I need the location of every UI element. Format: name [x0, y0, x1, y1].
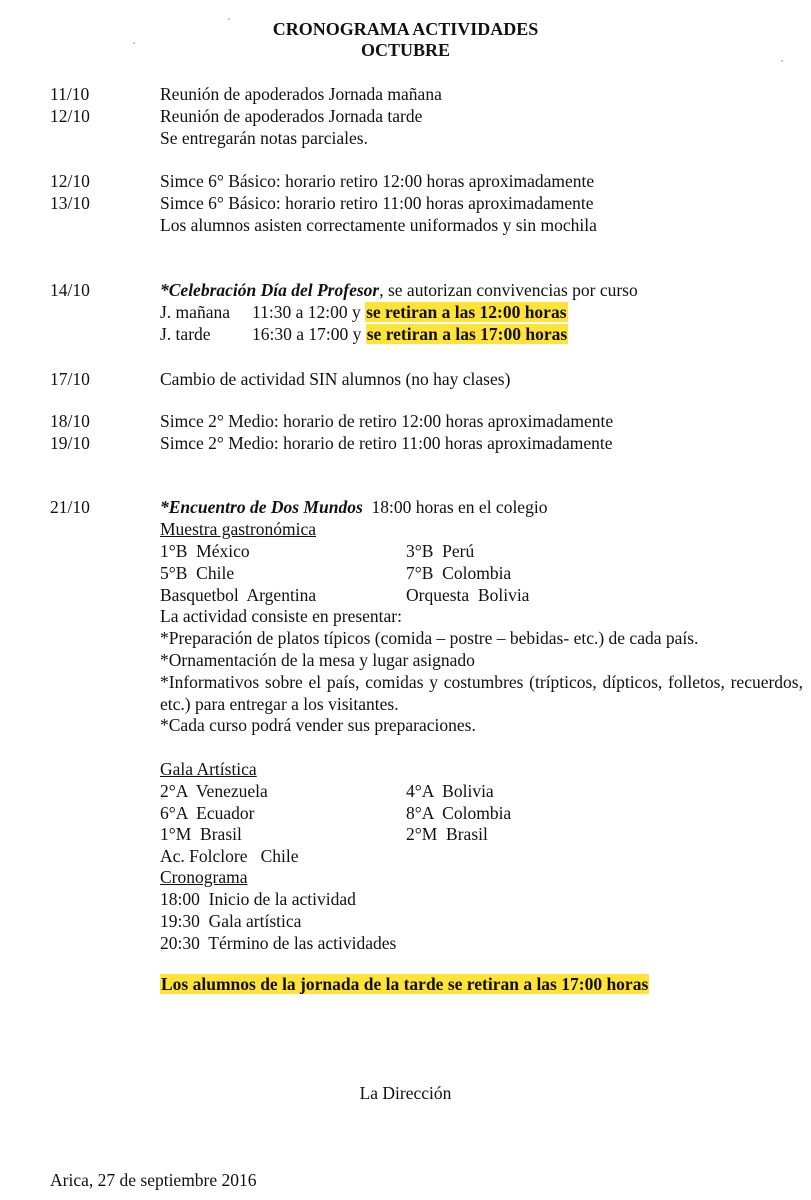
shift-time: 11:30 a 12:00 y — [252, 302, 361, 322]
event-title-rest: , se autorizan convivencias por curso — [379, 280, 638, 300]
highlight-note: se retiran a las 12:00 horas — [366, 302, 567, 322]
shift-schedule — [252, 324, 568, 346]
event-date: 12/10 — [50, 106, 90, 126]
schedule-item: 18:00 Inicio de la actividad — [160, 889, 356, 909]
document-title: CRONOGRAMA ACTIVIDADES — [272, 19, 539, 39]
event-note: Los alumnos asisten correctamente uniformados y sin mochila — [160, 215, 597, 235]
activity-bullet: *Ornamentación de la mesa y lugar asignado — [160, 650, 475, 670]
event-text: Simce 6° Básico: horario retiro 12:00 horas aproximadamente — [160, 171, 595, 191]
event-date: 17/10 — [50, 369, 90, 389]
activity-bullet: *Preparación de platos típicos (comida – postre – bebidas- etc.) de cada país. — [160, 628, 699, 648]
section-heading: Cronograma — [160, 867, 248, 887]
event-text: Simce 6° Básico: horario retiro 11:00 horas aproximadamente — [160, 193, 594, 213]
event-text: Cambio de actividad SIN alumnos (no hay clases) — [160, 369, 511, 389]
event-date: 12/10 — [50, 171, 90, 191]
muestra-item: Basquetbol Argentina — [160, 585, 317, 605]
muestra-item: 7°B Colombia — [406, 563, 512, 583]
gala-item: 1°M Brasil — [160, 824, 242, 844]
gala-item: 2°A Venezuela — [160, 781, 268, 801]
event-date: 11/10 — [50, 84, 90, 104]
event-title: *Celebración Día del Profesor — [160, 280, 380, 300]
event-text — [160, 497, 547, 519]
event-date: 19/10 — [50, 433, 90, 453]
shift-time: 16:30 a 17:00 y — [252, 324, 362, 344]
event-date: 18/10 — [50, 411, 90, 431]
highlight-note: se retiran a las 17:00 horas — [366, 324, 568, 344]
muestra-item: 1°B México — [160, 541, 250, 561]
event-text: Reunión de apoderados Jornada tarde — [160, 106, 423, 126]
event-date: 21/10 — [50, 497, 90, 517]
event-title: *Encuentro de Dos Mundos — [160, 497, 363, 517]
activity-bullet: *Informativos sobre el país, comidas y costumbres (trípticos, dípticos, folletos, recuerdos, etc.) para entregar a los visitantes. — [160, 672, 803, 714]
event-note: Se entregarán notas parciales. — [160, 128, 368, 148]
gala-item: 4°A Bolivia — [406, 781, 494, 801]
signature: La Dirección — [359, 1083, 452, 1103]
event-date: 14/10 — [50, 280, 90, 300]
event-text: Simce 2° Medio: horario de retiro 12:00 horas aproximadamente — [160, 411, 614, 431]
section-heading: Gala Artística — [160, 759, 257, 779]
final-note — [160, 974, 649, 996]
activity-intro: La actividad consiste en presentar: — [160, 606, 402, 626]
shift-schedule — [252, 302, 568, 324]
gala-item: 8°A Colombia — [406, 803, 512, 823]
event-text: Simce 2° Medio: horario de retiro 11:00 horas aproximadamente — [160, 433, 613, 453]
schedule-item: 19:30 Gala artística — [160, 911, 302, 931]
muestra-item: Orquesta Bolivia — [406, 585, 530, 605]
event-title-rest: 18:00 horas en el colegio — [362, 497, 548, 517]
event-date: 13/10 — [50, 193, 90, 213]
activity-bullet: *Cada curso podrá vender sus preparaciones. — [160, 715, 476, 735]
event-text: Reunión de apoderados Jornada mañana — [160, 84, 442, 104]
gala-item: Ac. Folclore Chile — [160, 846, 299, 866]
muestra-item: 5°B Chile — [160, 563, 235, 583]
highlight-note: Los alumnos de la jornada de la tarde se retiran a las 17:00 horas — [161, 974, 649, 994]
gala-item: 6°A Ecuador — [160, 803, 255, 823]
muestra-item: 3°B Perú — [406, 541, 475, 561]
gala-item: 2°M Brasil — [406, 824, 488, 844]
document-subtitle: OCTUBRE — [360, 40, 450, 60]
section-heading: Muestra gastronómica — [160, 519, 316, 539]
event-text — [160, 280, 638, 302]
place-date: Arica, 27 de septiembre 2016 — [50, 1170, 257, 1190]
shift-label: J. tarde — [160, 324, 211, 344]
shift-label: J. mañana — [160, 302, 230, 322]
schedule-item: 20:30 Término de las actividades — [160, 933, 397, 953]
